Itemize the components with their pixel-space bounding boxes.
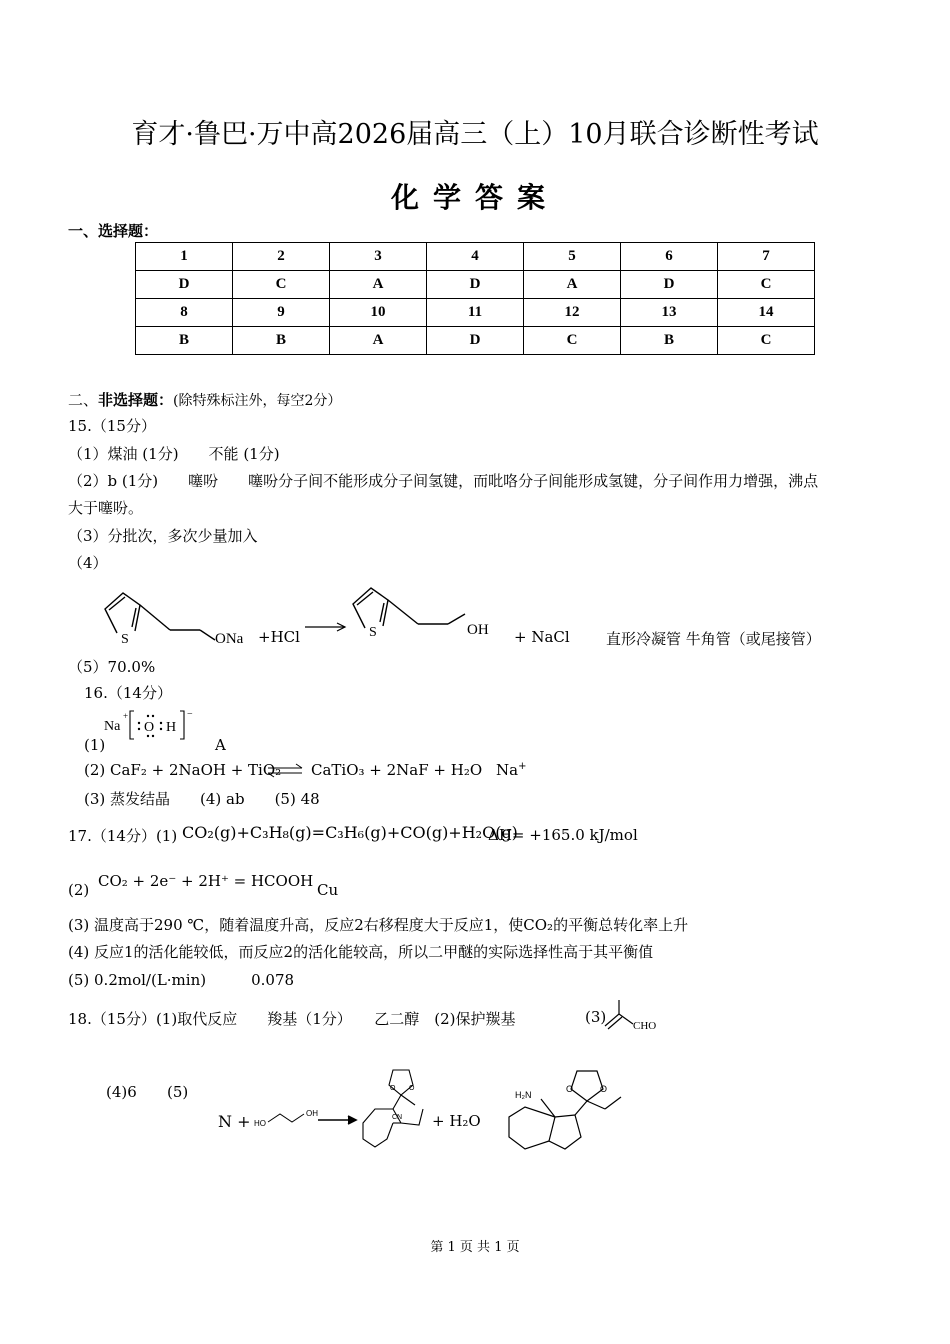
reaction-arrow-2-icon [318,1115,360,1125]
q17-answer-2-num: (2) [68,881,90,899]
question-number-cell: 13 [621,299,718,327]
question-number-cell: 10 [330,299,427,327]
ethylene-glycol-structure [252,1100,322,1130]
na-symbol: Na [104,719,121,734]
amine-label: H₂N [515,1090,532,1100]
q18-answer-4: (4)6 [106,1083,137,1101]
section2-note: (除特殊标注外，每空2分） [173,393,342,409]
question-number-cell: 6 [621,243,718,271]
question-number-cell: 4 [427,243,524,271]
q15-answer-3: （3）分批次，多次少量加入 [68,527,258,545]
reversible-arrow-icon [268,764,304,778]
question-number-cell: 11 [427,299,524,327]
ketal-o-right: O [409,1085,415,1092]
answer-table [135,242,815,355]
q18-answer-3-num: (3) [585,1008,607,1026]
answer-cell: A [524,271,621,299]
thiophene-ethanol-structure [345,578,505,648]
q15-answer-2-line2: 大于噻吩。 [68,499,144,517]
ona-group-label: ONa [215,631,244,647]
answer-cell: D [427,271,524,299]
product-o-right: O [600,1084,608,1094]
section2-heading-num: 二、 [68,391,99,409]
answer-row [136,271,815,299]
hcl-reagent: +HCl [258,628,300,646]
q16-label: 16.（14分） [84,684,172,702]
page-footer: 第 1 页 共 1 页 [430,1240,520,1255]
ketal-amine-product-structure [505,1065,640,1170]
answer-cell: C [524,327,621,355]
question-number-row [136,299,815,327]
answer-row [136,327,815,355]
answer-cell: C [718,271,815,299]
question-number-cell: 5 [524,243,621,271]
q18-reactant-n: N + [218,1112,251,1131]
q17-answer-4: (4) 反应1的活化能较低，而反应2的活化能较高，所以二甲醚的实际选择性高于其平衡值 [68,943,654,961]
water-product: + H₂O [432,1112,481,1130]
cn-group-label: CN [392,1114,403,1121]
ion-charge: + [518,761,527,772]
h-symbol: H [166,720,177,735]
answer-subtitle: 化学答案 [390,181,559,214]
answer-cell: A [330,271,427,299]
section2-heading-bold: 非选择题： [98,391,174,409]
question-number-cell: 1 [136,243,233,271]
question-number-cell: 8 [136,299,233,327]
q17-equation-1: CO₂(g)+C₃H₈(g)=C₃H₆(g)+CO(g)+H₂O(g) [182,823,518,842]
hydroxide-charge: − [187,709,193,720]
oh-group-label: OH [467,622,489,638]
q17-equation-2: CO₂ + 2e⁻ + 2H⁺ = HCOOH [98,872,314,890]
q18-answer-5-num: (5) [167,1083,189,1101]
reaction-arrow-icon [305,622,347,632]
question-number-cell: 3 [330,243,427,271]
product-o-left: O [566,1084,574,1094]
question-number-cell: 14 [718,299,815,327]
q15-label: 15.（15分） [68,417,156,435]
section2-heading [68,389,341,410]
q17-enthalpy: ΔH= +165.0 kJ/mol [488,826,638,844]
q17-answer-2-b: Cu [317,881,339,899]
answer-cell: B [136,327,233,355]
answer-cell: D [136,271,233,299]
q17-answer-5: (5) 0.2mol/(L·min) 0.078 [68,971,295,989]
q16-answer-3-5: (3) 蒸发结晶 (4) ab (5) 48 [84,790,320,808]
q17-label: 17.（14分）(1) [68,827,178,845]
na-charge: + [123,711,129,721]
product-s-atom: S [369,625,377,640]
q16-answer-1-b: A [215,736,226,754]
answer-cell: B [621,327,718,355]
q17-answer-3: (3) 温度高于290 ℃，随着温度升高，反应2右移程度大于反应1，使CO₂的平衡总转化率上升 [68,916,689,934]
o-symbol: O [144,720,155,735]
section1-heading: 一、选择题： [68,222,159,240]
answer-cell: D [427,327,524,355]
q15-answer-4: （4） [68,554,108,572]
answer-cell: D [621,271,718,299]
answer-cell: A [330,327,427,355]
thiophene-sodium-ethoxide-structure [95,585,265,655]
answer-cell: B [233,327,330,355]
q18-label-answers: 18.（15分）(1)取代反应 羧基（1分） 乙二醇 (2)保护羰基 [68,1010,516,1028]
question-number-cell: 2 [233,243,330,271]
q16-answer-2-ion [496,761,526,779]
diol-oh-label: OH [306,1109,318,1118]
exam-title: 育才·鲁巴·万中高2026届高三（上）10月联合诊断性考试 [131,119,819,150]
question-number-cell: 7 [718,243,815,271]
answer-cell: C [718,327,815,355]
cho-group-label: CHO [633,1020,657,1032]
answer-cell: C [233,271,330,299]
q16-answer-2-left: (2) CaF₂ + 2NaOH + TiO₂ [84,761,282,779]
methacrolein-structure [603,996,673,1036]
diol-ho-label: HO [254,1119,266,1128]
q16-answer-2-right: CaTiO₃ + 2NaF + H₂O [311,761,483,779]
thiophene-s-atom: S [121,632,129,647]
q15-answer-1: （1）煤油 (1分) 不能 (1分) [68,445,280,463]
ketal-o-left: O [390,1085,396,1092]
question-number-cell: 9 [233,299,330,327]
q15-answer-5: （5）70.0% [68,658,156,676]
q15-answer-4-apparatus: 直形冷凝管 牛角管（或尾接管） [606,630,821,648]
nacl-byproduct: + NaCl [514,628,570,646]
q16-answer-1-num: (1) [84,736,106,754]
q15-answer-2-line1: （2）b (1分) 噻吩 噻吩分子间不能形成分子间氢键，而吡咯分子间能形成氢键，分子间作用力增强，沸点 [68,472,819,490]
ion-symbol: Na [496,761,519,779]
question-number-row [136,243,815,271]
question-number-cell: 12 [524,299,621,327]
sodium-hydroxide-electron-formula [104,707,204,741]
